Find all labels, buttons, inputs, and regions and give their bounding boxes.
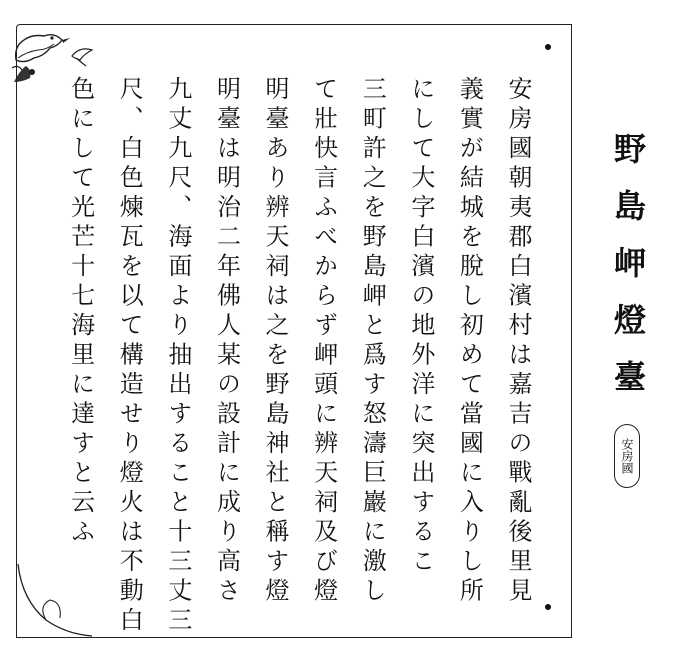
text-column: 明臺あり辨天祠は之を野島神社と稱す燈	[261, 76, 290, 607]
text-column: 義實が結城を脫し初めて當國に入りし所	[455, 76, 484, 607]
article-body	[42, 76, 542, 637]
page-title: 野島岬燈臺	[609, 132, 647, 417]
bottom-dot-ornament	[545, 604, 551, 610]
province-label	[614, 424, 640, 488]
text-column: 三町許之を野島岬と爲す怒濤巨巖に激し	[358, 76, 387, 607]
text-column: 安房國朝夷郡白濱村は嘉吉の戰亂後里見	[504, 76, 532, 607]
text-column: 明臺は明治二年佛人某の設計に成り高さ	[212, 76, 241, 607]
top-dot-ornament	[545, 44, 551, 50]
text-column: にして大字白濱の地外洋に突出するこ	[406, 76, 435, 578]
text-column: 色にして光芒十七海里に達すと云ふ	[66, 76, 95, 548]
text-column: て壯快言ふべからず岬頭に辨天祠及び燈	[309, 76, 338, 607]
text-column: 尺、白色煉瓦を以て構造せり燈火は不動白	[115, 76, 144, 637]
province-text: 安房國	[620, 438, 634, 474]
text-column: 九丈九尺、海面より抽出すること十三丈三	[163, 76, 192, 637]
